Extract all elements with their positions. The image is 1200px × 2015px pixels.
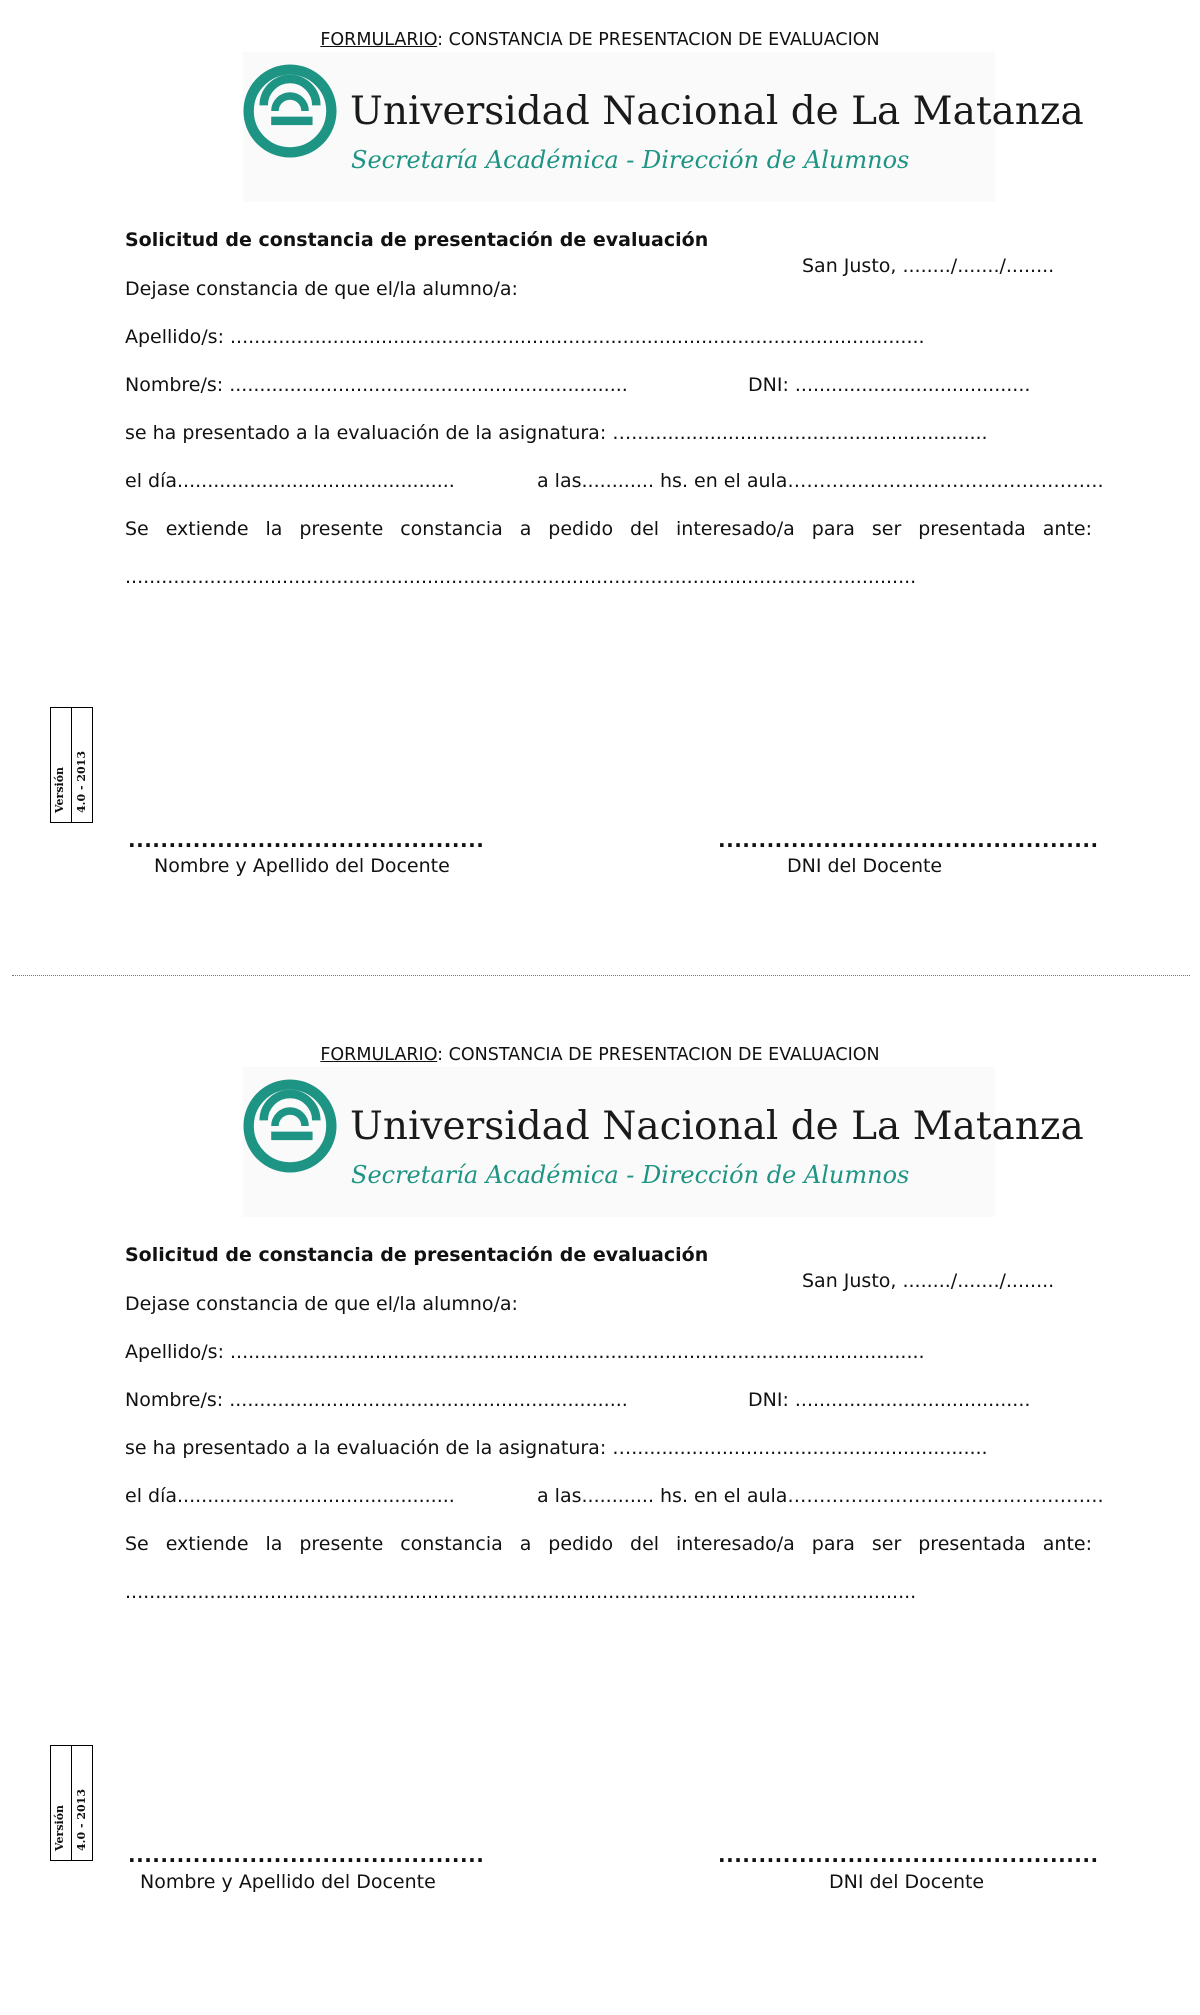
nombre-field: Nombre/s: .................................................................. [125,1389,628,1411]
asignatura-field: se ha presentado a la evaluación de la asignatura: …........................................................... [125,422,988,444]
dni-field: DNI: ....................................... [748,1389,1031,1411]
docente-dni-label: DNI del Docente [787,855,943,877]
form-header [0,1043,1200,1067]
version-value: 4.0 - 2013 [75,751,88,813]
form-copy-1 [0,0,1200,1000]
dni-field: DNI: ....................................... [748,374,1031,396]
version-label: Versión [53,766,66,813]
form-header [0,28,1200,52]
docente-name-label: Nombre y Apellido del Docente [140,1871,436,1893]
university-subtitle: Secretaría Académica - Dirección de Alumnos [351,1161,910,1189]
docente-name-line: ............................................ [128,1843,485,1867]
form-copy-2 [0,1015,1200,2015]
intro-text: Dejase constancia de que el/la alumno/a: [125,1293,518,1315]
docente-name-label: Nombre y Apellido del Docente [154,855,450,877]
docente-dni-line: ............................................... [718,828,1099,852]
dia-field: el día.............................................. [125,1485,455,1507]
docente-dni-label: DNI del Docente [829,1871,985,1893]
nombre-field: Nombre/s: .................................................................. [125,374,628,396]
extiende-text: Se extiende la presente constancia a pedido del interesado/a para ser presentada ante: [125,518,1092,540]
form-header-rest: : CONSTANCIA DE PRESENTACION DE EVALUACION [437,1045,880,1065]
form-header-prefix: FORMULARIO [320,30,438,50]
version-box [50,707,94,823]
hora-aula-field: a las............ hs. en el aula………………………………………….. [537,1485,1104,1507]
version-box [50,1745,94,1861]
docente-dni-line: ............................................... [718,1843,1099,1867]
version-value: 4.0 - 2013 [75,1789,88,1851]
date-line: San Justo, ......../......./........ [802,1270,1055,1292]
cut-line-divider [12,975,1190,976]
dia-field: el día.............................................. [125,470,455,492]
unlam-emblem-icon [243,1079,337,1173]
apellido-field: Apellido/s: ................................................................................................................... [125,1341,925,1363]
ante-field: ................................................................................................................................... [125,566,917,588]
university-name: Universidad Nacional de La Matanza [350,1104,1084,1149]
intro-text: Dejase constancia de que el/la alumno/a: [125,278,518,300]
hora-aula-field: a las............ hs. en el aula………………………………………….. [537,470,1104,492]
ante-field: ................................................................................................................................... [125,1581,917,1603]
unlam-emblem-icon [243,64,337,158]
university-subtitle: Secretaría Académica - Dirección de Alumnos [351,146,910,174]
extiende-text: Se extiende la presente constancia a pedido del interesado/a para ser presentada ante: [125,1533,1092,1555]
apellido-field: Apellido/s: ................................................................................................................... [125,326,925,348]
docente-name-line: ............................................ [128,828,485,852]
form-header-rest: : CONSTANCIA DE PRESENTACION DE EVALUACION [437,30,880,50]
form-header-prefix: FORMULARIO [320,1045,438,1065]
asignatura-field: se ha presentado a la evaluación de la asignatura: …........................................................... [125,1437,988,1459]
form-title: Solicitud de constancia de presentación de evaluación [125,1244,709,1266]
university-name: Universidad Nacional de La Matanza [350,89,1084,134]
form-title: Solicitud de constancia de presentación de evaluación [125,229,709,251]
date-line: San Justo, ......../......./........ [802,255,1055,277]
version-label: Versión [53,1804,66,1851]
